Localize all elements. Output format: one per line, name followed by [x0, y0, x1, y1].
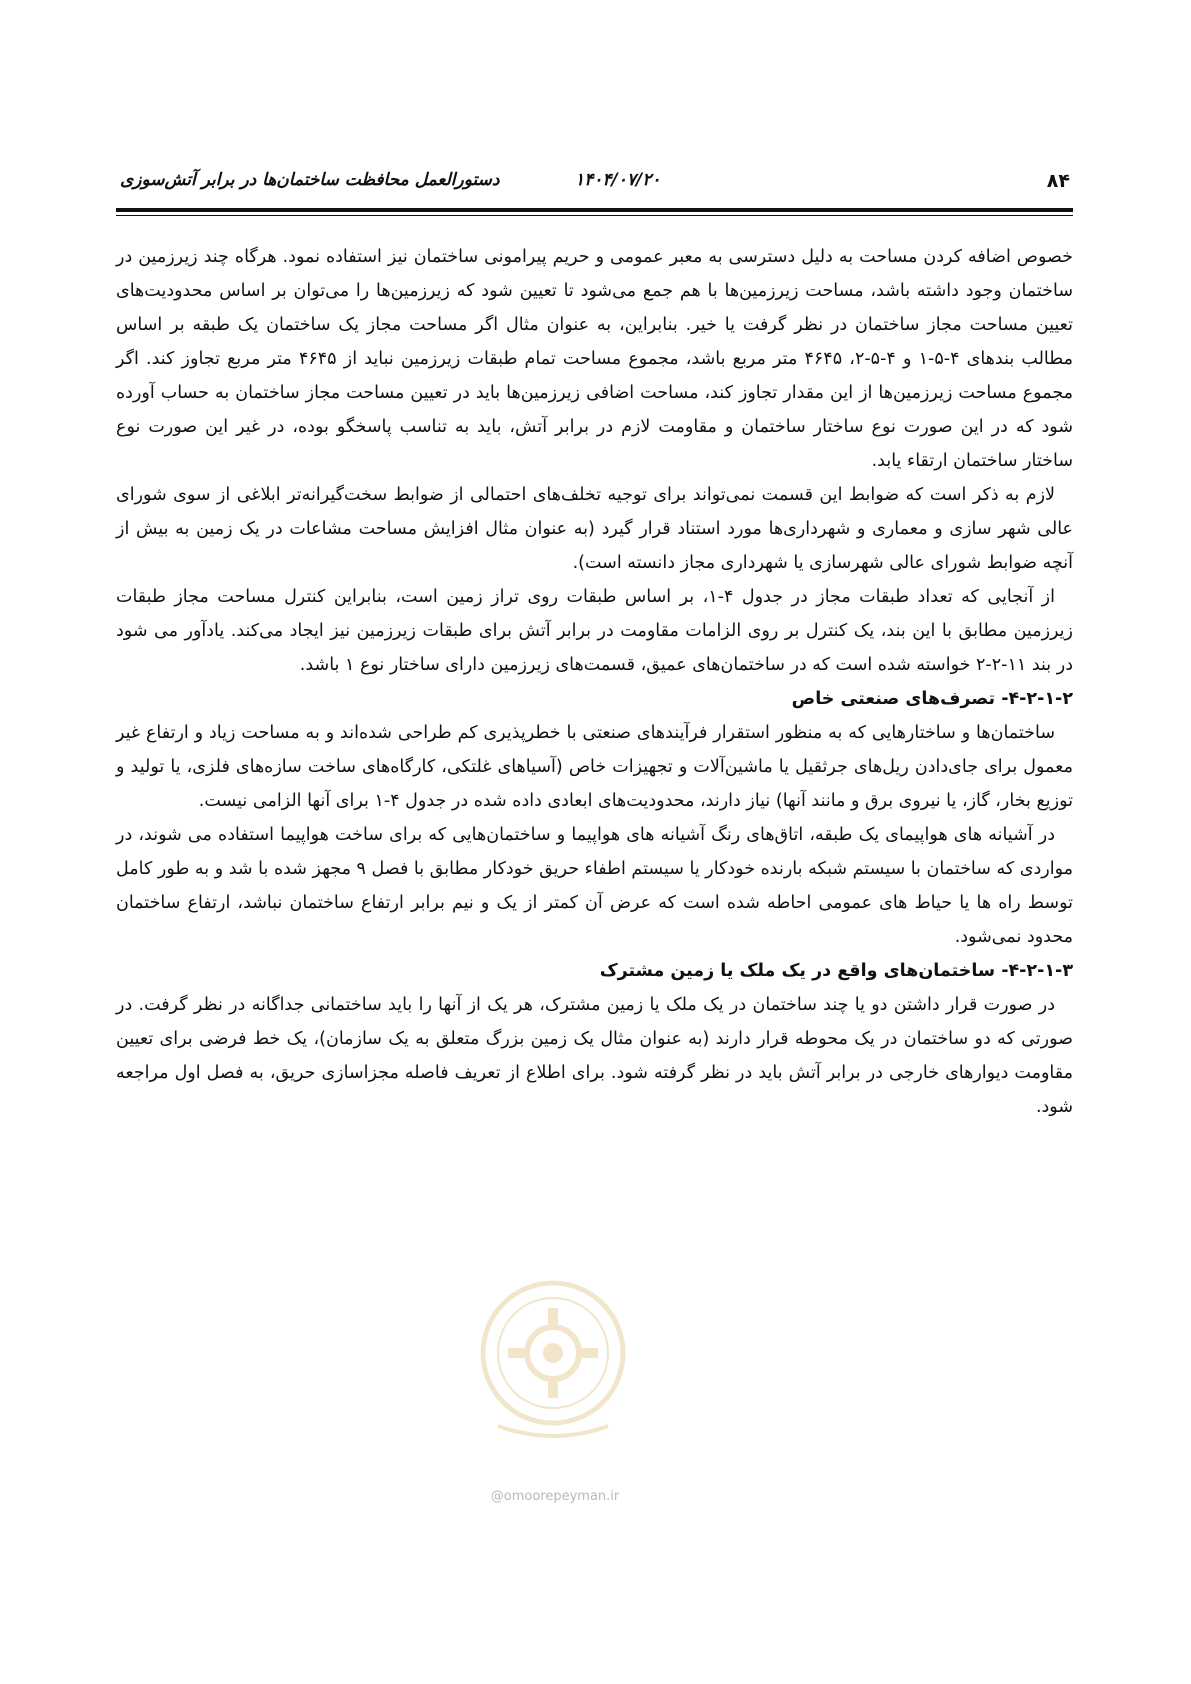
header-rule-thick: [116, 208, 1073, 212]
paragraph-regulations-note: لازم به ذکر است که ضوابط این قسمت نمی‌تواند برای توجیه تخلف‌های احتمالی از ضوابط سخت‌گیرانه‌تر ابلاغی از سوی شورای عالی شهر سازی و معماری و شهرداری‌ها مورد استناد قرار گیرد (به عنوان مثال افزایش مساحت مشاعات در یک زمین به بیش از آنچه ضوابط شورای عالی شهرسازی یا شهرداری مجاز دانسته است).: [116, 485, 1073, 573]
paragraph-floor-count: از آنجایی که تعداد طبقات مجاز در جدول ۴-۱، بر اساس طبقات روی تراز زمین است، بنابراین کنترل مساحت مجاز طبقات زیرزمین مطابق با این بند، یک کنترل بر روی الزامات مقاومت در برابر آتش برای طبقات زیرزمین نیز ایجاد می‌کند. یادآور می شود در بند ۱۱-۲-۲ خواسته شده است که در ساختمان‌های عمیق، قسمت‌های زیرزمین دارای ساختار نوع ۱ باشد.: [116, 587, 1073, 675]
paragraph-shared-lot: در صورت قرار داشتن دو یا چند ساختمان در یک ملک یا زمین مشترک، هر یک از آنها را باید ساختمانی جداگانه در نظر گرفت. در صورتی که دو ساختمان در یک محوطه قرار دارند (به عنوان مثال یک زمین بزرگ متعلق به یک سازمان)، یک خط فرضی برای تعیین مقاومت دیوارهای خارجی در برابر آتش باید در نظر گرفته شود. برای اطلاع از تعریف فاصله مجزاسازی حریق، به فصل اول مراجعه شود.: [116, 995, 1073, 1117]
page-header: [120, 170, 1070, 200]
paragraph-aircraft-hangars: در آشیانه های هواپیمای یک طبقه، اتاق‌های رنگ آشیانه های هواپیما و ساختمان‌هایی که برای ساخت هواپیما استفاده می شوند، در مواردی که ساختمان با سیستم شبکه بارنده خودکار یا سیستم اطفاء حریق خودکار مطابق با فصل ۹ مجهز شده با شد و به طور کامل توسط راه ها یا حیاط های عمومی احاطه شده است که عرض آن کمتر از یک و نیم برابر ارتفاع ساختمان نباشد، ارتفاع ساختمان محدود نمی‌شود.: [116, 825, 1073, 947]
paragraph-basement-area: خصوص اضافه کردن مساحت به دلیل دسترسی به معبر عمومی و حریم پیرامونی ساختمان نیز استفاده نمود. هرگاه چند زیرزمین در ساختمان وجود داشته باشد، مساحت زیرزمین‌ها با هم جمع می‌شود تا تعیین شود که زیرزمین‌ها را می‌توان بر اساس محدودیت‌های تعیین مساحت مجاز ساختمان در نظر گرفت یا خیر. بنابراین، به عنوان مثال اگر مساحت مجاز یک ساختمان یک طبقه بر اساس مطالب بندهای ۴-۵-۱ و ۴-۵-۲، ۴۶۴۵ متر مربع باشد، مجموع مساحت تمام طبقات زیرزمین نباید از ۴۶۴۵ متر مربع تجاوز کند. اگر مجموع مساحت زیرزمین‌ها از این مقدار تجاوز کند، مساحت اضافی زیرزمین‌ها باید در تعیین مساحت مجاز ساختمان به حساب آورده شود که در این صورت نوع ساختار ساختمان و مقاومت لازم در برابر آتش، باید به تناسب پاسخگو بوده، در غیر این صورت نوع ساختار ساختمان ارتقاء یابد.: [116, 247, 1073, 471]
section-heading-shared-lot: ۴-۲-۱-۳- ساختمان‌های واقع در یک ملک یا زمین مشترک: [599, 961, 1073, 981]
page-number: ۸۴: [1046, 170, 1070, 192]
header-title: دستورالعمل محافظت ساختمان‌ها در برابر آتش‌سوزی: [120, 170, 500, 190]
paragraph-industrial: ساختمان‌ها و ساختارهایی که به منظور استقرار فرآیندهای صنعتی با خطرپذیری کم طراحی شده‌اند و به مساحت زیاد و ارتفاع غیر معمول برای جای‌دادن ریل‌های جرثقیل یا ماشین‌آلات و تجهیزات خاص (آسیاهای غلتکی، کارگاه‌های ساخت سازه‌های فلزی، یا تولید و توزیع بخار، گاز، یا نیروی برق و مانند آنها) نیاز دارند، محدودیت‌های ابعادی داده شده در جدول ۴-۱ برای آنها الزامی نیست.: [116, 723, 1073, 811]
omoorepeyman-seal-icon: [478, 1268, 628, 1448]
watermark-site: @omoorepeyman.ir: [490, 1489, 620, 1504]
header-rule-thin: [116, 215, 1073, 216]
section-heading-special-industrial: ۴-۲-۱-۲- تصرف‌های صنعتی خاص: [791, 689, 1073, 709]
page-body: [116, 240, 1073, 1124]
header-date: ۱۴۰۴/۰۷/۲۰: [575, 170, 661, 190]
